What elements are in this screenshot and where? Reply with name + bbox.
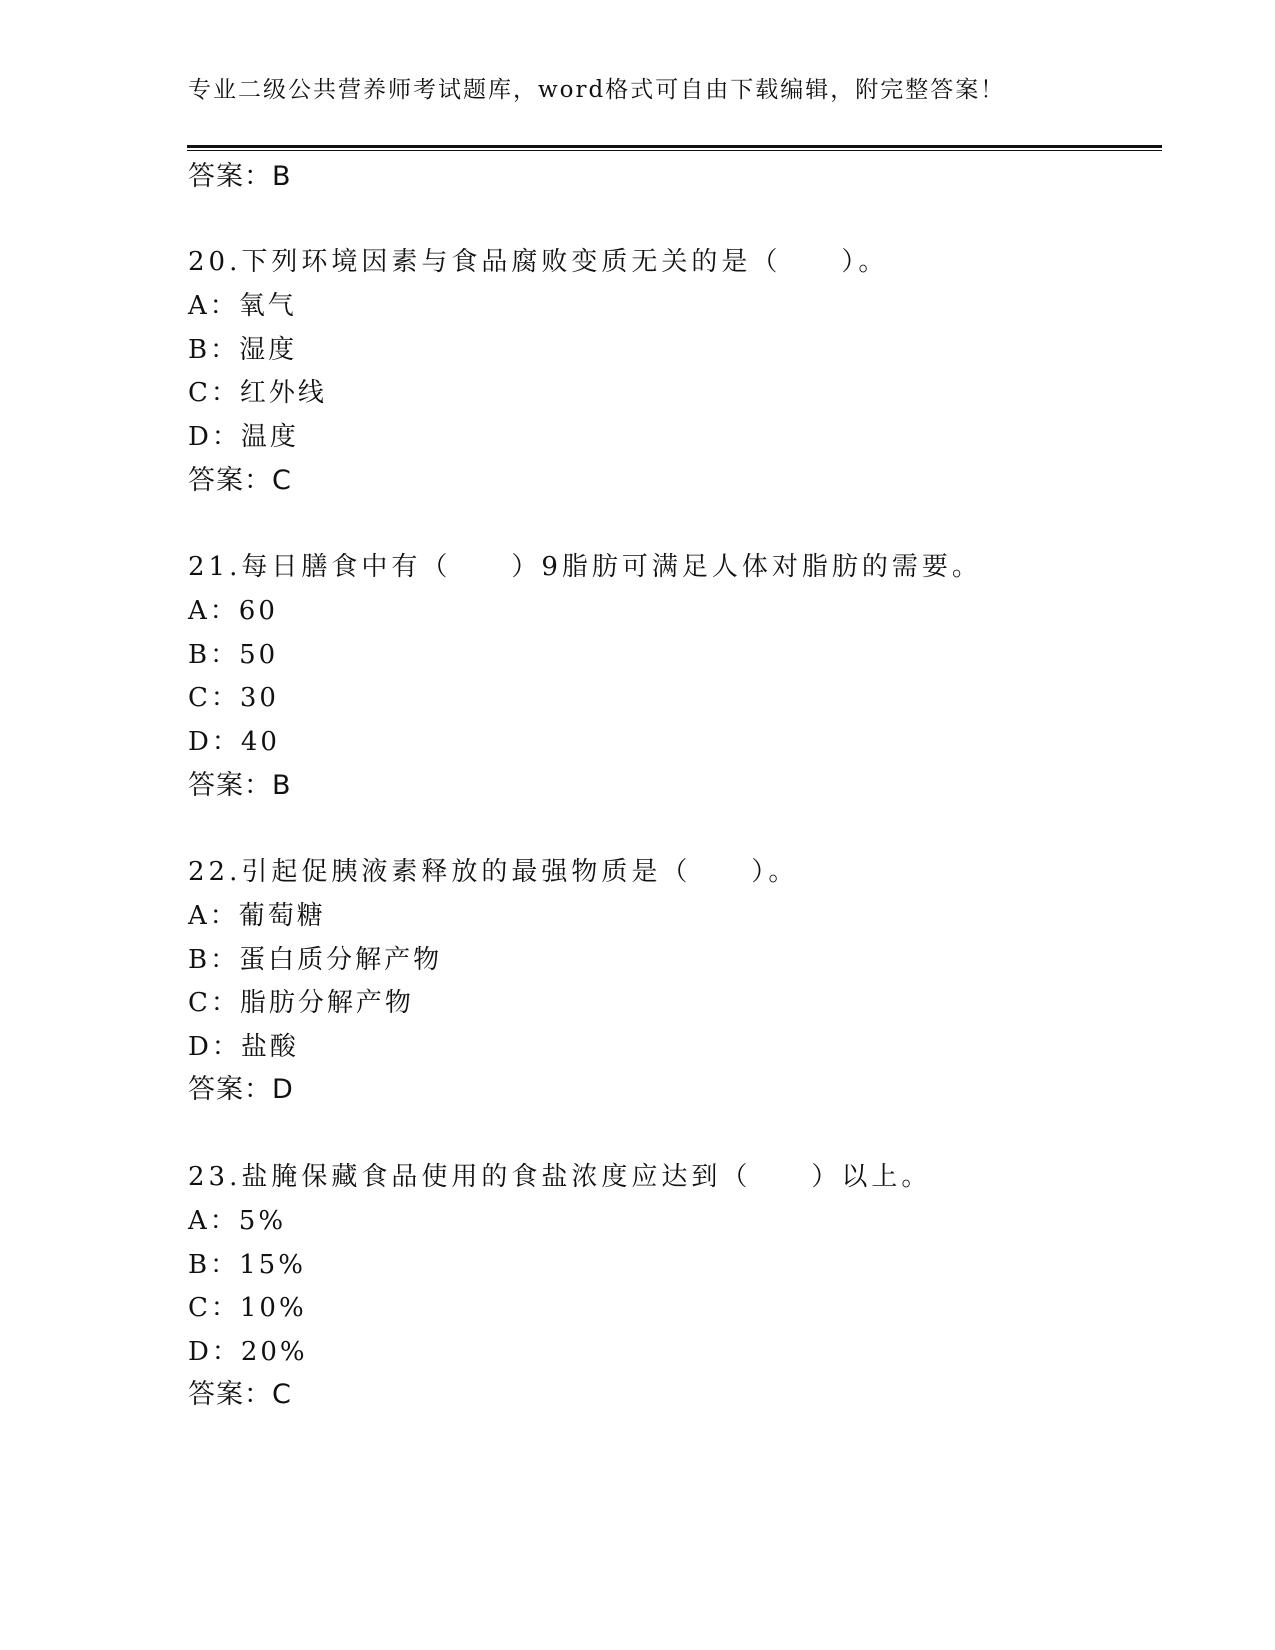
option-b: B：湿度 xyxy=(188,335,298,365)
question-stem: 23.盐腌保藏食品使用的食盐浓度应达到（ ）以上。 xyxy=(188,1162,932,1192)
option-c: C：10% xyxy=(188,1293,307,1323)
option-c: C：30 xyxy=(188,683,279,713)
header-divider xyxy=(187,145,1162,151)
answer-line: 答案：B xyxy=(188,770,292,801)
option-c: C：脂肪分解产物 xyxy=(188,988,414,1018)
option-b: B：15% xyxy=(188,1250,306,1280)
question-stem: 22.引起促胰液素释放的最强物质是（ ）。 xyxy=(188,857,799,887)
option-a: A：氧气 xyxy=(188,291,297,321)
answer-line: 答案：D xyxy=(188,1074,294,1105)
question-stem: 20.下列环境因素与食品腐败变质无关的是（ ）。 xyxy=(188,247,889,277)
option-a: A：60 xyxy=(188,596,278,626)
option-b: B：蛋白质分解产物 xyxy=(188,945,443,975)
option-d: D：20% xyxy=(188,1337,308,1367)
answer-line: 答案：C xyxy=(188,465,292,496)
option-a: A：葡萄糖 xyxy=(188,901,326,931)
option-d: D：40 xyxy=(188,727,280,757)
answer-line: 答案：C xyxy=(188,1379,292,1410)
question-stem: 21.每日膳食中有（ ）9脂肪可满足人体对脂肪的需要。 xyxy=(188,552,982,582)
page-header: 专业二级公共营养师考试题库，word格式可自由下载编辑，附完整答案！ xyxy=(188,77,1006,103)
option-d: D：盐酸 xyxy=(188,1032,299,1062)
option-a: A：5% xyxy=(188,1206,287,1236)
option-b: B：50 xyxy=(188,640,279,670)
option-c: C：红外线 xyxy=(188,378,327,408)
answer-line: 答案：B xyxy=(188,161,292,192)
option-d: D：温度 xyxy=(188,422,299,452)
